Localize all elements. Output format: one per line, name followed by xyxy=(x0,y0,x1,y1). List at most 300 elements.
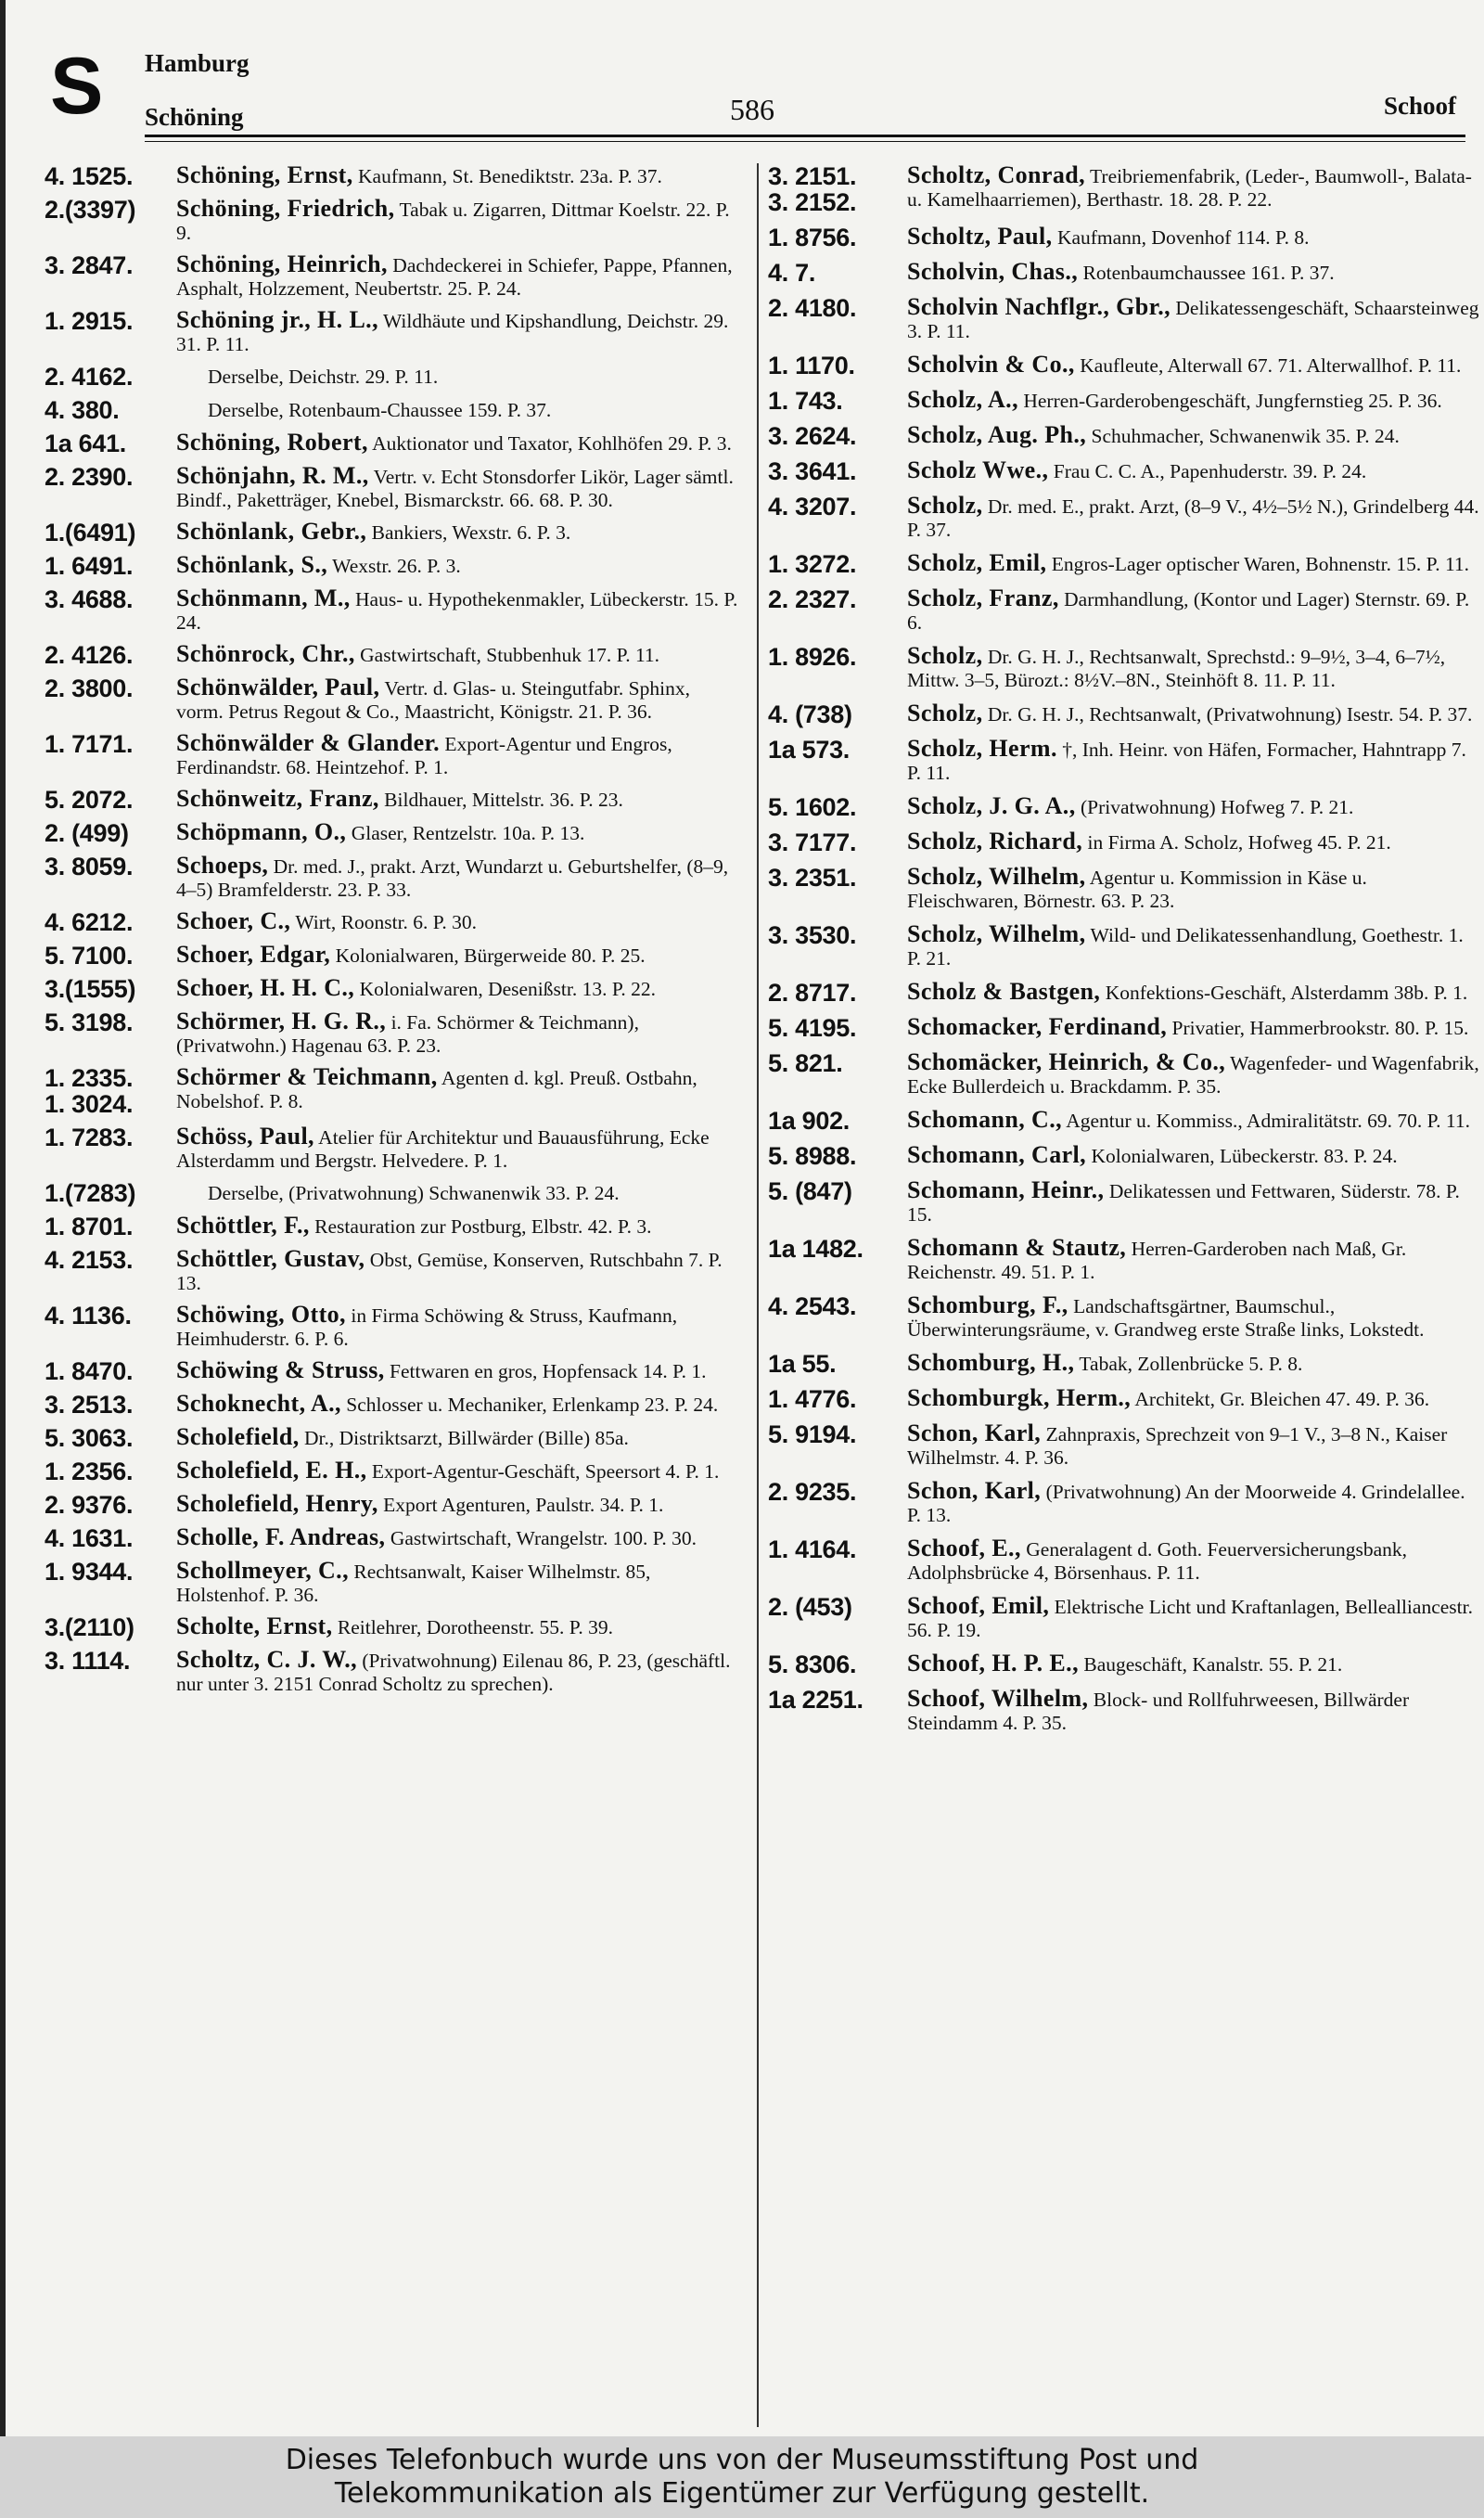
phone-number: 1. 8701. xyxy=(45,1213,134,1240)
entry-body xyxy=(907,1421,1480,1470)
directory-entry xyxy=(768,980,1480,1006)
entry-body xyxy=(907,458,1480,483)
phone-number: 2. (499) xyxy=(45,819,129,847)
footer-line-2: Telekommunikation als Eigentümer zur Verfügung gestellt. xyxy=(334,2477,1150,2510)
entry-body xyxy=(907,1108,1480,1133)
phone-number: 2. (453) xyxy=(768,1593,852,1621)
directory-entry xyxy=(45,1392,740,1418)
subscriber-name: Scholtz, Conrad, xyxy=(907,161,1086,188)
phone-number: 2. 9235. xyxy=(768,1478,857,1506)
subscriber-name: Scholz Wwe., xyxy=(907,456,1049,483)
subscriber-details: Kaufmann, Dovenhof 114. P. 8. xyxy=(1056,226,1310,249)
directory-entry xyxy=(768,737,1480,785)
subscriber-details: Dr., Distriktsarzt, Billwärder (Bille) 85a. xyxy=(304,1427,629,1449)
entry-body xyxy=(176,464,740,512)
subscriber-details: Elektrische Licht und Kraftanlagen, Bellealliancestr. 56. P. 19. xyxy=(907,1596,1473,1641)
subscriber-details: Dachdeckerei in Schiefer, Pappe, Pfannen, Asphalt, Holzzement, Neubertstr. 25. P. 24. xyxy=(176,254,733,300)
entry-body xyxy=(176,675,740,724)
phone-number: 4. 1525. xyxy=(45,162,134,190)
subscriber-name: Schoof, Wilhelm, xyxy=(907,1685,1089,1712)
directory-entry xyxy=(45,909,740,935)
phone-number: 1a 641. xyxy=(45,430,126,457)
subscriber-name: Scholz & Bastgen, xyxy=(907,978,1101,1005)
entry-body xyxy=(907,1536,1480,1585)
subscriber-details: Architekt, Gr. Bleichen 47. 49. P. 36. xyxy=(1134,1388,1430,1410)
subscriber-name: Schörmer, H. G. R., xyxy=(176,1008,387,1034)
phone-number: 1. 2356. xyxy=(45,1458,134,1485)
directory-entry xyxy=(45,1303,740,1351)
subscriber-details: Restauration zur Postburg, Elbstr. 42. P. 3. xyxy=(314,1215,652,1238)
directory-entry xyxy=(45,1214,740,1240)
subscriber-details: (Privatwohnung) Eilenau 86, P. 23, (geschäftl. nur unter 3. 2151 Conrad Scholtz zu sprechen). xyxy=(176,1650,731,1695)
subscriber-name: Schöning, Heinrich, xyxy=(176,251,388,277)
subscriber-details: Kaufleute, Alterwall 67. 71. Alterwallhof. P. 11. xyxy=(1080,354,1462,377)
subscriber-details: Block- und Rollfuhrweesen, Billwärder Steindamm 4. P. 35. xyxy=(907,1689,1410,1734)
subscriber-details: Atelier für Architektur und Bauausführung, Ecke Alsterdamm und Bergstr. Helvedere. P. 1. xyxy=(176,1126,710,1172)
subscriber-details: Kaufmann, St. Benediktstr. 23a. P. 37. xyxy=(358,165,662,187)
phone-number: 1. 6491. xyxy=(45,552,134,580)
subscriber-name: Schöning, Robert, xyxy=(176,429,368,456)
directory-entry xyxy=(45,1009,740,1058)
subscriber-details: Agentur u. Kommission in Käse u. Fleischwaren, Börnestr. 63. P. 23. xyxy=(907,867,1367,912)
subscriber-name: Scholz, Franz, xyxy=(907,585,1059,611)
subscriber-details: Engros-Lager optischer Waren, Bohnenstr. 15. P. 11. xyxy=(1051,553,1470,575)
phone-number: 1. 7283. xyxy=(45,1124,134,1151)
directory-entry xyxy=(45,520,740,546)
phone-number: 5. 9194. xyxy=(768,1420,857,1448)
directory-entry xyxy=(45,943,740,969)
directory-entry xyxy=(768,260,1480,286)
subscriber-name: Scholtz, C. J. W., xyxy=(176,1646,358,1673)
subscriber-details: Wildhäute und Kipshandlung, Deichstr. 29. 31. P. 11. xyxy=(176,310,729,355)
phone-number: 1. 2915. xyxy=(45,307,134,335)
section-letter: S xyxy=(50,42,104,131)
entry-body xyxy=(176,553,740,578)
directory-entry xyxy=(768,1687,1480,1735)
subscriber-details: in Firma Schöwing & Struss, Kaufmann, Heimhuderstr. 6. P. 6. xyxy=(176,1304,678,1350)
phone-number: 1. 8756. xyxy=(768,224,857,251)
subscriber-name: Schöpmann, O., xyxy=(176,818,347,845)
phone-number: 1. 1170. xyxy=(768,352,855,379)
phone-number: 4. 380. xyxy=(45,396,120,424)
directory-entry xyxy=(768,644,1480,692)
subscriber-details: Fettwaren en gros, Hopfensack 14. P. 1. xyxy=(390,1360,707,1382)
subscriber-details: Agentur u. Kommiss., Admiralitätstr. 69. 70. P. 11. xyxy=(1066,1110,1470,1132)
directory-entry xyxy=(768,1386,1480,1412)
phone-number: 1. 743. xyxy=(768,387,843,415)
directory-entry xyxy=(45,252,740,301)
entry-body xyxy=(176,1648,740,1696)
phone-number: 3. 3530. xyxy=(768,921,857,949)
subscriber-details: Export-Agentur und Engros, Ferdinandstr. 68. Heintzehof. P. 1. xyxy=(176,733,672,778)
directory-entry xyxy=(768,865,1480,913)
entry-body xyxy=(176,430,740,456)
subscriber-name: Schöwing, Otto, xyxy=(176,1301,346,1328)
subscriber-details: (Privatwohnung) Hofweg 7. P. 21. xyxy=(1080,796,1354,818)
subscriber-name: Schoof, Emil, xyxy=(907,1592,1050,1619)
subscriber-details: Dr. med. J., prakt. Arzt, Wundarzt u. Geburtshelfer, (8–9, 4–5) Bramfelderstr. 23. P. 33. xyxy=(176,855,729,901)
subscriber-details: Zahnpraxis, Sprechzeit von 9–1 V., 3–8 N., Kaiser Wilhelmstr. 4. P. 36. xyxy=(907,1423,1448,1469)
directory-entry xyxy=(45,163,740,189)
directory-entry xyxy=(768,225,1480,251)
directory-entry xyxy=(768,1293,1480,1342)
subscriber-details: Wild- und Delikatessenhandlung, Goethestr. 1. P. 21. xyxy=(907,924,1464,970)
subscriber-name: Schomann, Heinr., xyxy=(907,1176,1105,1203)
subscriber-name: Schomburgk, Herm., xyxy=(907,1384,1132,1411)
subscriber-name: Schoer, C., xyxy=(176,907,291,934)
phone-number: 1. 8470. xyxy=(45,1357,134,1385)
directory-entry xyxy=(45,675,740,724)
subscriber-name: Scholz, xyxy=(907,642,983,669)
directory-entry xyxy=(45,464,740,512)
entry-body xyxy=(176,820,740,845)
directory-entry xyxy=(768,353,1480,379)
subscriber-name: Scholte, Ernst, xyxy=(176,1612,333,1639)
directory-entry xyxy=(45,197,740,245)
entry-body xyxy=(176,943,740,968)
phone-number: 1a 1482. xyxy=(768,1235,864,1263)
phone-number: 5. 8306. xyxy=(768,1651,857,1678)
directory-entry xyxy=(768,1143,1480,1169)
directory-entry xyxy=(45,1525,740,1551)
subscriber-details: Herren-Garderobengeschäft, Jungfernstieg 25. P. 36. xyxy=(1023,390,1442,412)
directory-entry xyxy=(768,295,1480,343)
phone-number: 4. 7. xyxy=(768,259,816,287)
subscriber-name: Schoer, Edgar, xyxy=(176,941,331,968)
subscriber-details: Obst, Gemüse, Konserven, Rutschbahn 7. P. 13. xyxy=(176,1249,723,1294)
subscriber-details: Kolonialwaren, Bürgerweide 80. P. 25. xyxy=(335,944,646,967)
subscriber-details: Vertr. v. Echt Stonsdorfer Likör, Lager sämtl. Bindf., Paketträger, Knebel, Bismarckstr. 66. 68. P. 30. xyxy=(176,466,734,511)
directory-entry xyxy=(768,922,1480,970)
subscriber-name: Scholvin Nachflgr., Gbr., xyxy=(907,293,1171,320)
entry-body xyxy=(907,1293,1480,1342)
subscriber-details: Export Agenturen, Paulstr. 34. P. 1. xyxy=(383,1494,664,1516)
directory-entry xyxy=(768,1015,1480,1041)
entry-body xyxy=(176,909,740,934)
phone-number: 5. 3198. xyxy=(45,1008,134,1036)
subscriber-name: Schoknecht, A., xyxy=(176,1390,341,1417)
footer-line-1: Dieses Telefonbuch wurde uns von der Museumsstiftung Post und xyxy=(285,2444,1199,2476)
phone-number: 1. 7171. xyxy=(45,730,134,758)
phone-number: 5. 2072. xyxy=(45,786,134,814)
phone-number: 5. 8988. xyxy=(768,1142,857,1170)
footer-notice xyxy=(0,2436,1484,2518)
directory-entry xyxy=(768,1594,1480,1642)
entry-body xyxy=(176,1303,740,1351)
column-divider xyxy=(757,163,759,2427)
directory-entry xyxy=(768,458,1480,484)
phone-number: 3. 1114. xyxy=(45,1647,131,1675)
entry-body xyxy=(176,1009,740,1058)
phone-number: 3. 7177. xyxy=(768,829,857,856)
directory-entry xyxy=(768,1651,1480,1677)
entry-body xyxy=(176,1124,740,1173)
phone-number: 3. 8059. xyxy=(45,853,134,880)
subscriber-name: Schoof, H. P. E., xyxy=(907,1650,1079,1677)
directory-entry xyxy=(45,976,740,1002)
subscriber-details: Derselbe, Rotenbaum-Chaussee 159. P. 37. xyxy=(208,399,552,421)
directory-entry xyxy=(45,586,740,635)
phone-number: 2. 9376. xyxy=(45,1491,134,1519)
directory-entry xyxy=(45,854,740,902)
subscriber-details: Glaser, Rentzelstr. 10a. P. 13. xyxy=(351,822,585,844)
subscriber-name: Scholz, J. G. A., xyxy=(907,792,1076,819)
subscriber-details: Delikatessengeschäft, Schaarsteinweg 3. P. 11. xyxy=(907,297,1479,342)
phone-number: 3.(2110) xyxy=(45,1613,134,1641)
subscriber-name: Schollmeyer, C., xyxy=(176,1557,349,1584)
directory-entry xyxy=(768,1479,1480,1527)
entry-body xyxy=(907,260,1480,285)
entry-body xyxy=(176,1425,740,1450)
directory-entry xyxy=(45,1458,740,1484)
phone-number: 1. 2335. 1. 3024. xyxy=(45,1064,134,1118)
subscriber-details: Wirt, Roonstr. 6. P. 30. xyxy=(295,911,477,933)
subscriber-name: Schomburg, F., xyxy=(907,1291,1068,1318)
phone-number: 4. 2153. xyxy=(45,1246,134,1274)
directory-entry xyxy=(768,1536,1480,1585)
phone-number: 5. 821. xyxy=(768,1049,843,1077)
directory-entry xyxy=(768,701,1480,727)
entry-body xyxy=(907,980,1480,1005)
subscriber-name: Scholz, Emil, xyxy=(907,549,1047,576)
header-last-name: Schoof xyxy=(1383,92,1456,120)
entry-body xyxy=(907,1178,1480,1227)
phone-number: 3. 2513. xyxy=(45,1391,134,1419)
subscriber-details: Auktionator und Taxator, Kohlhöfen 29. P. 3. xyxy=(372,432,732,455)
entry-body xyxy=(176,787,740,812)
subscriber-details: Haus- u. Hypothekenmakler, Lübeckerstr. 15. P. 24. xyxy=(176,588,738,634)
entry-body xyxy=(907,388,1480,413)
entry-body xyxy=(176,1180,740,1205)
directory-entry xyxy=(45,1425,740,1451)
phone-number: 2.(3397) xyxy=(45,196,136,224)
entry-body xyxy=(907,295,1480,343)
subscriber-name: Schöttler, F., xyxy=(176,1212,310,1239)
entry-body xyxy=(907,1594,1480,1642)
phone-number: 1. 4164. xyxy=(768,1535,857,1563)
subscriber-details: Derselbe, (Privatwohnung) Schwanenwik 33. P. 24. xyxy=(208,1182,620,1204)
subscriber-details: Wexstr. 26. P. 3. xyxy=(332,555,461,577)
subscriber-details: Rotenbaumchaussee 161. P. 37. xyxy=(1082,262,1335,284)
entry-body xyxy=(176,1525,740,1550)
subscriber-details: Schuhmacher, Schwanenwik 35. P. 24. xyxy=(1091,425,1400,447)
entry-body xyxy=(176,1392,740,1417)
subscriber-details: (Privatwohnung) An der Moorweide 4. Grindelallee. P. 13. xyxy=(907,1481,1465,1526)
entry-body xyxy=(907,1143,1480,1168)
directory-entry xyxy=(768,1050,1480,1098)
directory-entry xyxy=(45,1247,740,1295)
directory-entry xyxy=(768,829,1480,855)
phone-number: 2. 4162. xyxy=(45,363,134,391)
entry-body xyxy=(176,1358,740,1383)
entry-body xyxy=(176,397,740,422)
subscriber-name: Schoof, E., xyxy=(907,1535,1021,1561)
subscriber-name: Scholz, xyxy=(907,492,983,519)
directory-entry xyxy=(768,551,1480,577)
subscriber-details: †, Inh. Heinr. von Häfen, Formacher, Hahntrapp 7. P. 11. xyxy=(907,739,1466,784)
phone-number: 4. 6212. xyxy=(45,908,134,936)
phone-number: 2. 3800. xyxy=(45,674,134,702)
subscriber-name: Scholefield, E. H., xyxy=(176,1457,367,1484)
subscriber-name: Schöning, Ernst, xyxy=(176,161,353,188)
phone-number: 1a 902. xyxy=(768,1107,850,1135)
entry-body xyxy=(176,1458,740,1484)
phone-number: 5. 1602. xyxy=(768,793,857,821)
entry-body xyxy=(176,854,740,902)
subscriber-name: Scholz, A., xyxy=(907,386,1018,413)
entry-body xyxy=(907,1050,1480,1098)
phone-number: 4. 2543. xyxy=(768,1292,857,1320)
directory-entry xyxy=(768,1351,1480,1377)
subscriber-details: Darmhandlung, (Kontor und Lager) Sternstr. 69. P. 6. xyxy=(907,588,1470,634)
directory-entry xyxy=(45,642,740,668)
subscriber-name: Scholefield, xyxy=(176,1423,300,1450)
subscriber-details: Gastwirtschaft, Stubbenhuk 17. P. 11. xyxy=(360,644,660,666)
entry-body xyxy=(907,551,1480,576)
entry-body xyxy=(176,163,740,188)
header-city: Hamburg xyxy=(145,49,249,77)
subscriber-name: Scholz, xyxy=(907,700,983,726)
entry-body xyxy=(907,865,1480,913)
subscriber-details: Schlosser u. Mechaniker, Erlenkamp 23. P. 24. xyxy=(346,1394,719,1416)
subscriber-name: Scholz, Wilhelm, xyxy=(907,920,1086,947)
subscriber-details: Gastwirtschaft, Wrangelstr. 100. P. 30. xyxy=(390,1527,697,1549)
directory-entry xyxy=(45,1559,740,1607)
subscriber-name: Schönrock, Chr., xyxy=(176,640,355,667)
directory-entry xyxy=(768,1236,1480,1284)
subscriber-name: Scholz, Herm. xyxy=(907,735,1057,762)
subscriber-name: Schönwälder & Glander. xyxy=(176,729,441,756)
subscriber-details: Dr. G. H. J., Rechtsanwalt, (Privatwohnung) Isestr. 54. P. 37. xyxy=(987,703,1473,726)
subscriber-details: Delikatessen und Fettwaren, Süderstr. 78. P. 15. xyxy=(907,1180,1460,1226)
phone-number: 1.(6491) xyxy=(45,519,136,546)
subscriber-details: i. Fa. Schörmer & Teichmann), (Privatwohn.) Hagenau 63. P. 23. xyxy=(176,1011,639,1057)
subscriber-details: Treibriemenfabrik, (Leder-, Baumwoll-, Balata- u. Kamelhaarriemen), Berthastr. 18. 28. P. 22. xyxy=(907,165,1472,211)
phone-number: 2. 4126. xyxy=(45,641,134,669)
entry-body xyxy=(176,586,740,635)
subscriber-name: Schöss, Paul, xyxy=(176,1123,314,1150)
phone-number: 1. 3272. xyxy=(768,550,857,578)
directory-entry xyxy=(45,1358,740,1384)
phone-number: 3.(1555) xyxy=(45,975,136,1003)
phone-number: 2. 2390. xyxy=(45,463,134,491)
subscriber-details: Dr. G. H. J., Rechtsanwalt, Sprechstd.: 9–9½, 3–4, 6–7½, Mittw. 3–5, Bürozt.: 8½V.–8N., Steinhöft 8. 11. P. 11. xyxy=(907,646,1446,691)
phone-number: 1. 9344. xyxy=(45,1558,134,1586)
phone-number: 3. 4688. xyxy=(45,585,134,613)
entry-body xyxy=(176,1614,740,1639)
subscriber-name: Schomburg, H., xyxy=(907,1349,1075,1376)
subscriber-name: Schöwing & Struss, xyxy=(176,1356,385,1383)
subscriber-name: Schon, Karl, xyxy=(907,1420,1042,1446)
entry-body xyxy=(176,308,740,356)
page-number: 586 xyxy=(730,93,774,126)
directory-entry xyxy=(768,423,1480,449)
subscriber-name: Scholz, Richard, xyxy=(907,828,1083,854)
subscriber-details: Privatier, Hammerbrookstr. 80. P. 15. xyxy=(1171,1017,1469,1039)
entry-body xyxy=(176,364,740,389)
entry-body xyxy=(176,1492,740,1517)
subscriber-details: Herren-Garderoben nach Maß, Gr. Reichenstr. 49. 51. P. 1. xyxy=(907,1238,1407,1283)
entry-body xyxy=(907,1651,1480,1677)
subscriber-details: Dr. med. E., prakt. Arzt, (8–9 V., 4½–5½ N.), Grindelberg 44. P. 37. xyxy=(907,495,1479,541)
subscriber-name: Schönlank, S., xyxy=(176,551,328,578)
entry-body xyxy=(176,1559,740,1607)
subscriber-details: Bankiers, Wexstr. 6. P. 3. xyxy=(371,521,571,544)
directory-entry xyxy=(45,364,740,390)
subscriber-details: Generalagent d. Goth. Feuerversicherungsbank, Adolphsbrücke 4, Börsenhaus. P. 11. xyxy=(907,1538,1407,1584)
phone-number: 3. 3641. xyxy=(768,457,857,485)
phone-number: 1.(7283) xyxy=(45,1179,136,1207)
directory-entry xyxy=(768,1108,1480,1134)
subscriber-name: Scholvin & Co., xyxy=(907,351,1075,378)
phone-number: 4. 3207. xyxy=(768,493,857,520)
directory-entry xyxy=(45,1648,740,1696)
phone-number: 4. 1136. xyxy=(45,1302,132,1330)
subscriber-details: Reitlehrer, Dorotheenstr. 55. P. 39. xyxy=(337,1616,613,1638)
directory-entry xyxy=(768,388,1480,414)
subscriber-name: Scholz, Aug. Ph., xyxy=(907,421,1087,448)
subscriber-details: Derselbe, Deichstr. 29. P. 11. xyxy=(208,366,439,388)
directory-entry xyxy=(45,1065,740,1117)
subscriber-details: Tabak u. Zigarren, Dittmar Koelstr. 22. P. 9. xyxy=(176,199,730,244)
header-rule xyxy=(145,135,1465,137)
directory-entry xyxy=(45,308,740,356)
entry-body xyxy=(176,252,740,301)
directory-entry xyxy=(768,163,1480,215)
subscriber-name: Schoeps, xyxy=(176,852,269,879)
entry-body xyxy=(176,197,740,245)
subscriber-name: Scholz, Wilhelm, xyxy=(907,863,1086,890)
phone-number: 1a 55. xyxy=(768,1350,837,1378)
subscriber-name: Schöning jr., H. L., xyxy=(176,306,378,333)
directory-entry xyxy=(45,553,740,579)
directory-entry xyxy=(45,1124,740,1173)
subscriber-name: Scholefield, Henry, xyxy=(176,1490,378,1517)
phone-number: 5. 7100. xyxy=(45,942,134,970)
phone-number: 5. 3063. xyxy=(45,1424,134,1452)
entry-body xyxy=(907,1687,1480,1735)
subscriber-name: Schörmer & Teichmann, xyxy=(176,1063,438,1090)
entry-body xyxy=(176,976,740,1001)
subscriber-name: Scholtz, Paul, xyxy=(907,223,1053,250)
entry-body xyxy=(907,494,1480,542)
subscriber-name: Schönlank, Gebr., xyxy=(176,518,367,545)
entry-body xyxy=(907,423,1480,448)
subscriber-name: Schomann, C., xyxy=(907,1106,1063,1133)
entry-body xyxy=(176,520,740,545)
phone-number: 5. 4195. xyxy=(768,1014,857,1042)
phone-number: 1a 2251. xyxy=(768,1686,864,1714)
phone-number: 1a 573. xyxy=(768,736,850,764)
subscriber-details: Landschaftsgärtner, Baumschul., Überwinterungsräume, v. Grandweg erste Straße links, Lokstedt. xyxy=(907,1295,1425,1341)
subscriber-name: Schoer, H. H. C., xyxy=(176,974,355,1001)
subscriber-details: Vertr. d. Glas- u. Steingutfabr. Sphinx, vorm. Petrus Regout & Co., Maastricht, Königstr. 21. P. 36. xyxy=(176,677,690,723)
directory-entry xyxy=(45,731,740,779)
subscriber-details: Tabak, Zollenbrücke 5. P. 8. xyxy=(1079,1353,1303,1375)
phone-number: 3. 2624. xyxy=(768,422,857,450)
entry-body xyxy=(907,1015,1480,1040)
phone-number: 3. 2151. 3. 2152. xyxy=(768,162,857,216)
subscriber-details: Konfektions-Geschäft, Alsterdamm 38b. P. 1. xyxy=(1105,982,1468,1004)
directory-entry xyxy=(45,787,740,813)
subscriber-details: Rechtsanwalt, Kaiser Wilhelmstr. 85, Holstenhof. P. 36. xyxy=(176,1561,651,1606)
subscriber-name: Schomacker, Ferdinand, xyxy=(907,1013,1168,1040)
phone-number: 2. 4180. xyxy=(768,294,857,322)
subscriber-details: Export-Agentur-Geschäft, Speersort 4. P. 1. xyxy=(371,1460,720,1483)
directory-entry xyxy=(768,586,1480,635)
entry-body xyxy=(907,1479,1480,1527)
entry-body xyxy=(176,731,740,779)
